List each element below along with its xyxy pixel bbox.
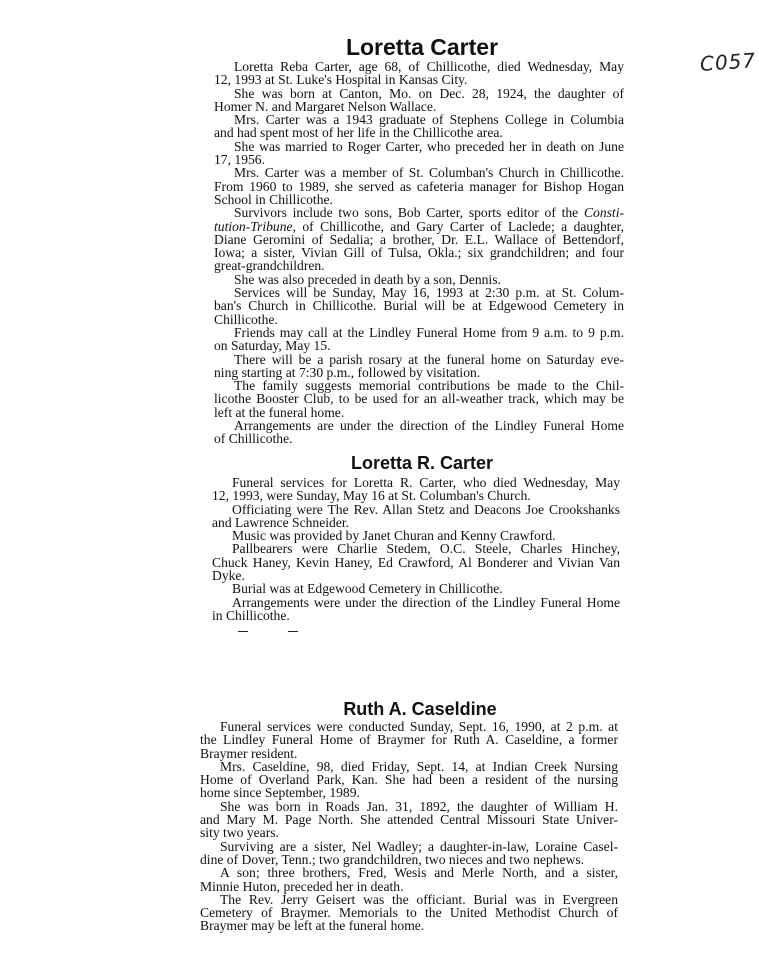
text-line: She was married to Roger Carter, who preceded her in death on June	[234, 138, 624, 154]
text-line: The Rev. Jerry Geisert was the officiant. Burial was in Evergreen	[220, 891, 618, 907]
text-line: ban's Church in Chillicothe. Burial will be at Edgewood Cemetery in	[214, 298, 624, 314]
text-line: Pallbearers were Charlie Stedem, O.C. Steele, Charles Hinchey,	[232, 541, 620, 557]
text-line: Survivors include two sons, Bob Carter, sports editor of the Consti-	[234, 205, 624, 221]
text-line: of Chillicothe.	[214, 431, 293, 447]
text-line: Arrangements were under the direction of the Lindley Funeral Home	[232, 594, 620, 610]
obituary-body	[214, 60, 624, 446]
text-line: 12, 1993, were Sunday, May 16 at St. Columban's Church.	[212, 488, 531, 504]
separator-dash	[238, 631, 248, 632]
text-line: Mrs. Carter was a member of St. Columban's Church in Chillicothe.	[234, 165, 624, 181]
text-line: on Saturday, May 15.	[214, 338, 331, 354]
text-line: Braymer resident.	[200, 745, 298, 761]
separator-dash	[288, 631, 298, 632]
text-line: licothe Booster Club, to be used for an all-weather track, which may be	[214, 391, 624, 407]
text-line: left at the funeral home.	[214, 404, 345, 420]
text-line: Minnie Huton, preceded her in death.	[200, 878, 404, 894]
text-line: There will be a parish rosary at the funeral home on Saturday eve-	[234, 351, 624, 367]
obituary-body	[200, 720, 618, 933]
text-line: She was born in Roads Jan. 31, 1892, the daughter of William H.	[220, 798, 618, 814]
text-line: 17, 1956.	[214, 152, 265, 168]
text-line: Burial was at Edgewood Cemetery in Chillicothe.	[232, 581, 503, 597]
text-line: Music was provided by Janet Churan and Kenny Crawford.	[232, 528, 556, 544]
text-line: Services will be Sunday, May 16, 1993 at 2:30 p.m. at St. Colum-	[234, 285, 624, 301]
text-line: in Chillicothe.	[212, 607, 290, 623]
text-line: dine of Dover, Tenn.; two grandchildren, two nieces and two nephews.	[200, 851, 585, 867]
text-line: The family suggests memorial contributions be made to the Chil-	[234, 378, 624, 394]
text-line: She was born at Canton, Mo. on Dec. 28, 1924, the daughter of	[234, 85, 624, 101]
text-line: Cemetery of Braymer. Memorials to the United Methodist Church of	[200, 905, 618, 921]
text-line: Iowa; a sister, Vivian Gill of Tulsa, Okla.; six grandchildren; and four	[214, 245, 624, 261]
text-line: School in Chillicothe.	[214, 191, 333, 207]
text-line: Diane Geromini of Sedalia; a brother, Dr. E.L. Wallace of Bettendorf,	[214, 231, 624, 247]
text-line: ning starting at 7:30 p.m., followed by visitation.	[214, 364, 481, 380]
obituary-heading: Loretta R. Carter	[350, 453, 494, 473]
text-line: Dyke.	[212, 568, 245, 584]
text-line: Funeral services for Loretta R. Carter, who died Wednesday, May	[232, 475, 620, 490]
text-line: 12, 1993 at St. Luke's Hospital in Kansas City.	[214, 72, 468, 88]
text-line: Home of Overland Park, Kan. She had been a resident of the nursing	[200, 772, 618, 788]
text-line: the Lindley Funeral Home of Braymer for Ruth A. Caseldine, a former	[200, 732, 618, 748]
obituary-heading: Ruth A. Caseldine	[343, 699, 497, 719]
text-line: Braymer may be left at the funeral home.	[200, 918, 425, 934]
obituary-heading: Loretta Carter	[345, 34, 499, 60]
text-line: Friends may call at the Lindley Funeral Home from 9 a.m. to 9 p.m.	[234, 324, 624, 340]
text-line: sity two years.	[200, 825, 279, 841]
text-line: She was also preceded in death by a son, Dennis.	[234, 271, 501, 287]
text-line: Mrs. Carter was a 1943 graduate of Stephens College in Columbia	[234, 112, 624, 128]
handwritten-annotation: C057	[699, 48, 757, 76]
text-line: home since September, 1989.	[200, 785, 360, 801]
obituary-body	[212, 476, 620, 622]
text-line: great-grandchildren.	[214, 258, 325, 274]
text-line: Loretta Reba Carter, age 68, of Chillicothe, died Wednesday, May	[234, 59, 624, 74]
text-line: Chillicothe.	[214, 311, 278, 327]
text-line: Officiating were The Rev. Allan Stetz and Deacons Joe Crookshanks	[232, 501, 620, 517]
text-line: Funeral services were conducted Sunday, Sept. 16, 1990, at 2 p.m. at	[220, 719, 618, 734]
text-line: tution-Tribune, of Chillicothe, and Gary Carter of Laclede; a daughter,	[214, 218, 624, 234]
text-line: and Mary M. Page North. She attended Central Missouri State Univer-	[200, 812, 618, 828]
text-line: and Lawrence Schneider.	[212, 514, 350, 530]
text-line: Chuck Haney, Kevin Haney, Ed Crawford, Al Bonderer and Vivian Van	[212, 554, 620, 570]
text-line: Homer N. and Margaret Nelson Wallace.	[214, 98, 437, 114]
text-line: Surviving are a sister, Nel Wadley; a daughter-in-law, Loraine Casel-	[220, 838, 618, 854]
text-line: Arrangements are under the direction of the Lindley Funeral Home	[234, 418, 624, 434]
text-line: Mrs. Caseldine, 98, died Friday, Sept. 14, at Indian Creek Nursing	[220, 758, 618, 774]
text-line: and had spent most of her life in the Chillicothe area.	[214, 125, 503, 141]
text-line: From 1960 to 1989, she served as cafeteria manager for Bishop Hogan	[214, 178, 624, 194]
text-line: A son; three brothers, Fred, Wesis and Merle North, and a sister,	[220, 865, 618, 881]
